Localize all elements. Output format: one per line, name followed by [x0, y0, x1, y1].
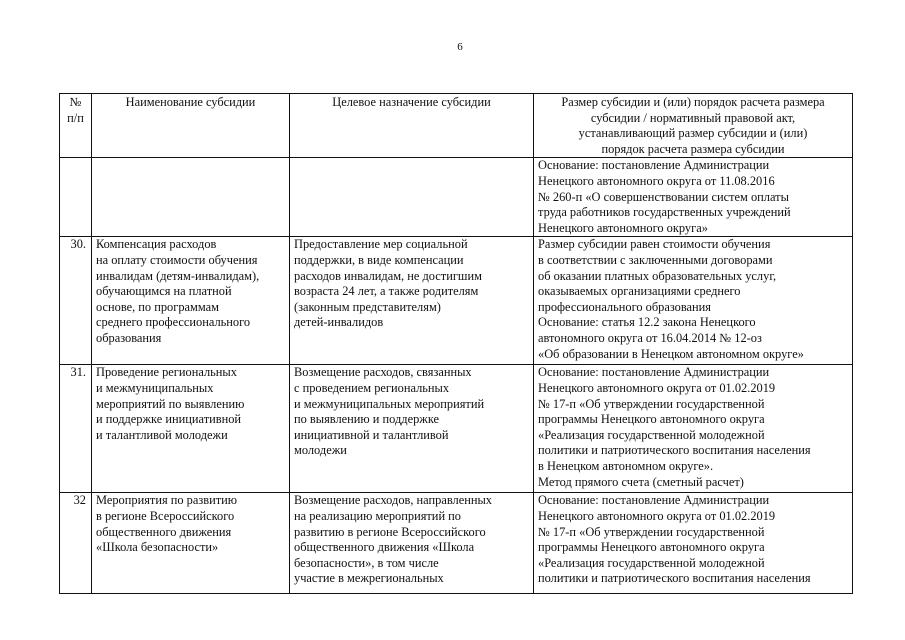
- cell-name: [92, 237, 290, 365]
- name-line: среднего профессионального: [96, 315, 251, 330]
- purpose-line: и межмуниципальных мероприятий: [294, 396, 485, 411]
- name-line: Мероприятия по развитию: [96, 493, 238, 508]
- name-line: и межмуниципальных: [96, 380, 214, 395]
- basis-line: Ненецкого автономного округа от 01.02.2019: [538, 380, 776, 395]
- cell-name: [92, 365, 290, 493]
- basis-line: автономного округа от 16.04.2014 № 12-оз: [538, 330, 762, 345]
- basis-line: «Реализация государственной молодежной: [538, 555, 765, 570]
- purpose-line: по выявлению и поддержке: [294, 412, 440, 427]
- basis-line: оказываемых организациями среднего: [538, 284, 741, 299]
- basis-line: труда работников государственных учреждений: [538, 205, 791, 220]
- purpose-line: общественного движения «Школа: [294, 540, 475, 555]
- name-line: на оплату стоимости обучения: [96, 252, 258, 267]
- purpose-line: расходов инвалидам, не достигшим: [294, 268, 482, 283]
- basis-line: Размер субсидии равен стоимости обучения: [538, 237, 771, 252]
- name-line: образования: [96, 330, 162, 345]
- purpose-line: детей-инвалидов: [294, 315, 384, 330]
- cell-name: [92, 493, 290, 594]
- row-number: 30.: [60, 237, 92, 365]
- purpose-line: (законным представителям): [294, 299, 441, 314]
- basis-line: № 17-п «Об утверждении государственной: [538, 524, 765, 539]
- purpose-line: возраста 24 лет, а также родителям: [294, 284, 479, 299]
- basis-line: «Об образовании в Ненецком автономном округе»: [538, 346, 804, 361]
- header-basis-line: устанавливающий размер субсидии и (или): [578, 126, 808, 141]
- header-num-line: №: [69, 95, 82, 109]
- cell-basis: [534, 237, 853, 365]
- cell-basis: [534, 158, 853, 237]
- basis-line: «Реализация государственной молодежной: [538, 427, 765, 442]
- basis-line: программы Ненецкого автономного округа: [538, 412, 765, 427]
- basis-line: № 17-п «Об утверждении государственной: [538, 396, 765, 411]
- basis-line: Основание: постановление Администрации: [538, 365, 770, 380]
- table-row: [60, 237, 853, 365]
- cell-basis: [534, 365, 853, 493]
- table-header-row: [60, 94, 853, 158]
- basis-line: Ненецкого автономного округа»: [538, 220, 708, 235]
- table-row: [60, 493, 853, 594]
- purpose-line: на реализацию мероприятий по: [294, 508, 461, 523]
- header-basis-line: субсидии / нормативный правовой акт,: [590, 110, 796, 125]
- purpose-line: развитию в регионе Всероссийского: [294, 524, 486, 539]
- name-line: и талантливой молодежи: [96, 427, 228, 442]
- purpose-line: поддержки, в виде компенсации: [294, 252, 464, 267]
- name-line: мероприятий по выявлению: [96, 396, 245, 411]
- cell-name: [92, 158, 290, 237]
- purpose-line: участие в межрегиональных: [294, 571, 444, 586]
- basis-line: политики и патриотического воспитания населения: [538, 571, 811, 586]
- cell-basis: [534, 493, 853, 594]
- purpose-line: Предоставление мер социальной: [294, 237, 468, 252]
- basis-line: Ненецкого автономного округа от 01.02.2019: [538, 508, 776, 523]
- header-basis: [534, 94, 853, 158]
- basis-line: об оказании платных образовательных услуг,: [538, 268, 777, 283]
- header-basis-line: Размер субсидии и (или) порядок расчета размера: [561, 95, 825, 109]
- table-row: [60, 365, 853, 493]
- name-line: основе, по программам: [96, 299, 219, 314]
- basis-line: политики и патриотического воспитания населения: [538, 443, 811, 458]
- basis-line: в Ненецком автономном округе».: [538, 458, 714, 473]
- table-row: [60, 158, 853, 237]
- purpose-line: с проведением региональных: [294, 380, 450, 395]
- page-number: 6: [457, 41, 463, 53]
- purpose-line: инициативной и талантливой: [294, 427, 449, 442]
- name-line: Проведение региональных: [96, 365, 237, 380]
- header-basis-line: порядок расчета размера субсидии: [601, 141, 785, 156]
- name-line: «Школа безопасности»: [96, 540, 219, 555]
- basis-line: Основание: постановление Администрации: [538, 158, 770, 173]
- row-number: 31.: [60, 365, 92, 493]
- cell-purpose: [290, 237, 534, 365]
- basis-line: Метод прямого счета (сметный расчет): [538, 474, 744, 489]
- row-number: [60, 158, 92, 237]
- name-line: в регионе Всероссийского: [96, 508, 235, 523]
- basis-line: Ненецкого автономного округа от 11.08.2016: [538, 173, 775, 188]
- basis-line: профессионального образования: [538, 299, 712, 314]
- header-num: [60, 94, 92, 158]
- row-number: 32: [60, 493, 92, 594]
- subsidy-table: [59, 93, 853, 594]
- cell-purpose: [290, 365, 534, 493]
- cell-purpose: [290, 158, 534, 237]
- name-line: общественного движения: [96, 524, 232, 539]
- header-num-line: п/п: [67, 110, 84, 125]
- cell-purpose: [290, 493, 534, 594]
- purpose-line: молодежи: [294, 443, 347, 458]
- basis-line: № 260-п «О совершенствовании систем оплаты: [538, 189, 789, 204]
- name-line: и поддержке инициативной: [96, 412, 242, 427]
- purpose-line: Возмещение расходов, направленных: [294, 493, 493, 508]
- basis-line: программы Ненецкого автономного округа: [538, 540, 765, 555]
- name-line: Компенсация расходов: [96, 237, 217, 252]
- basis-line: Основание: постановление Администрации: [538, 493, 770, 508]
- purpose-line: Возмещение расходов, связанных: [294, 365, 472, 380]
- header-purpose: Целевое назначение субсидии: [290, 94, 534, 158]
- name-line: обучающимся на платной: [96, 284, 232, 299]
- basis-line: Основание: статья 12.2 закона Ненецкого: [538, 315, 756, 330]
- name-line: инвалидам (детям-инвалидам),: [96, 268, 260, 283]
- purpose-line: безопасности», в том числе: [294, 555, 439, 570]
- table-body: [60, 158, 853, 594]
- header-name: Наименование субсидии: [92, 94, 290, 158]
- basis-line: в соответствии с заключенными договорами: [538, 252, 773, 267]
